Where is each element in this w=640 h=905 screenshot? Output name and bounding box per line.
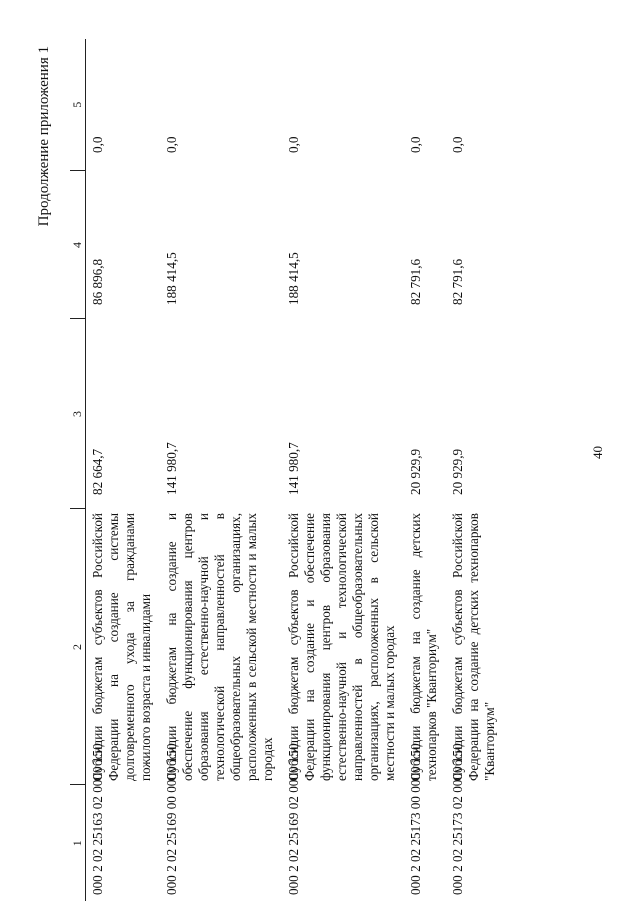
column-header-4: 4	[70, 171, 86, 319]
value-col-3: 20 929,9	[450, 448, 465, 495]
table-row	[282, 39, 404, 901]
value-col-4: 86 896,8	[90, 258, 105, 305]
row-description: Субсидии бюджетам на создание и обеспечение функционирования центров образования естественно-научной и технологической направленностей в общеобразовательных организациях, расположенных в сельской местности и малых городах	[164, 513, 275, 781]
column-header-2: 2	[70, 509, 86, 785]
appendix-title: Продолжение приложения 1	[36, 46, 52, 227]
row-description: Субсидии бюджетам субъектов Российской Федерации на создание системы долговременного ухода за гражданами пожилого возраста и инвалидами	[90, 513, 153, 781]
table-row	[160, 39, 282, 901]
budget-code: 000 2 02 25173 02 0000 150	[450, 743, 465, 895]
value-col-4: 82 791,6	[408, 258, 423, 305]
value-col-4: 188 414,5	[286, 252, 301, 305]
table-row	[86, 39, 161, 901]
value-col-3: 20 929,9	[408, 448, 423, 495]
column-header-1: 1	[70, 785, 86, 901]
table-row	[404, 39, 446, 901]
table-row	[446, 39, 504, 901]
value-col-4: 188 414,5	[164, 252, 179, 305]
budget-code: 000 2 02 25169 02 0000 150	[286, 743, 301, 895]
page-number: 40	[590, 446, 605, 459]
value-col-3: 82 664,7	[90, 448, 105, 495]
row-description: Субсидии бюджетам субъектов Российской Федерации на создание и обеспечение функционирования центров образования естественно-научной и технологической направленностей в общеобразовательных организациях, расположенных в сельской местности и малых городах	[286, 513, 397, 781]
value-col-5: 0,0	[286, 136, 301, 153]
budget-code: 000 2 02 25173 00 0000 150	[408, 743, 423, 895]
budget-code: 000 2 02 25163 02 0000 150	[90, 743, 105, 895]
value-col-5: 0,0	[164, 136, 179, 153]
row-description: Субсидии бюджетам на создание детских технопарков "Кванториум"	[408, 513, 439, 781]
value-col-4: 82 791,6	[450, 258, 465, 305]
budget-table	[70, 39, 504, 901]
value-col-5: 0,0	[408, 136, 423, 153]
budget-code: 000 2 02 25169 00 0000 150	[164, 743, 179, 895]
value-col-3: 141 980,7	[286, 442, 301, 495]
column-header-3: 3	[70, 319, 86, 509]
column-number-row	[70, 39, 86, 901]
value-col-5: 0,0	[450, 136, 465, 153]
column-header-5: 5	[70, 39, 86, 171]
value-col-5: 0,0	[90, 136, 105, 153]
value-col-3: 141 980,7	[164, 442, 179, 495]
row-description: Субсидии бюджетам субъектов Российской Федерации на создание детских технопарков "Кванториум"	[450, 513, 497, 781]
